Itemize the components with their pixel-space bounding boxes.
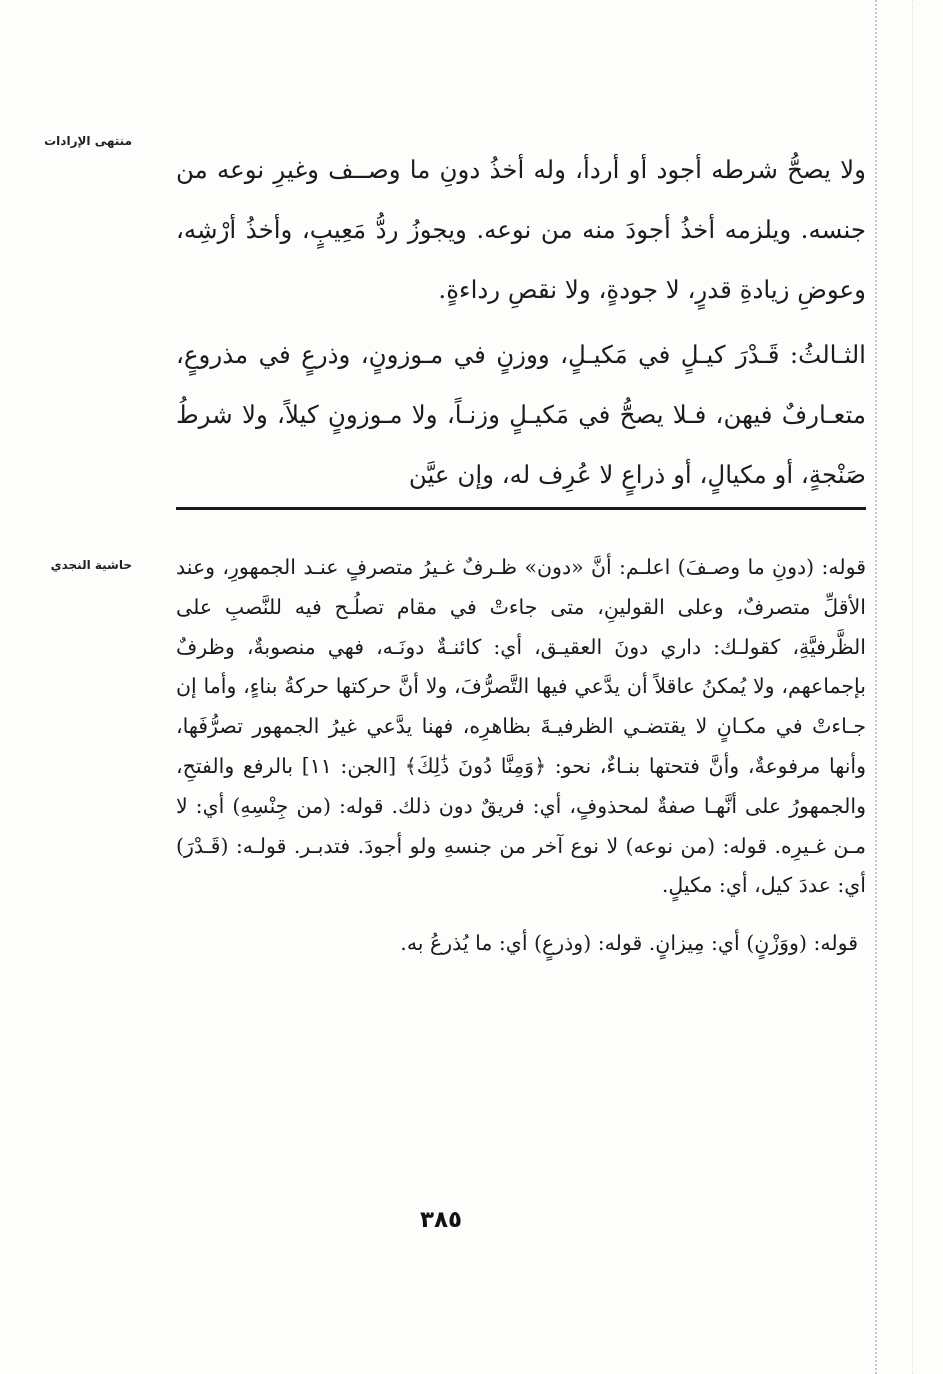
page-edge-dotted-line [875,0,877,1374]
side-label-commentary: حاشية النجدي [50,558,132,572]
separator-rule [176,507,866,510]
commentary-paragraph-2: قوله: (ووَزْنٍ) أي: مِيزانٍ. قوله: (وذرعٍ) أي: ما يُذرعُ به. [400,931,858,956]
page-number: ٣٨٥ [419,1207,463,1233]
side-label-main-text: منتهى الإرادات [44,134,132,148]
commentary-block [176,548,866,964]
main-paragraph-2: الثـالثُ: قَـدْرَ كيـلٍ في مَكيـلٍ، ووزنٍ في مـوزونٍ، وذرعٍ في مذروعٍ، متعـارفٌ فيهن، فـلا يصحُّ في مَكيـلٍ وزنـاً، ولا مـوزونٍ كيلاً، ولا شرطُ صَنْجةٍ، أو مكيالٍ، أو ذراعٍ لا عُرِف له، وإن عيَّن [176,340,866,489]
main-text-block [176,140,866,505]
page-edge-dotted-line-outer [912,0,913,1374]
commentary-paragraph-1: قوله: (دونِ ما وصـفَ) اعلـم: أنَّ «دون» ظـرفٌ غـيرُ متصرفٍ عنـد الجمهورِ، وعند الأقلِّ متصرفٌ، وعلى القولينِ، متى جاءتْ في مقام تصلُـح فيه للنَّصبِ على الظَّرفيَّةِ، كقولـك: داري دونَ العقيـق، أي: كائنـةٌ دونَـه، فهي منصوبةٌ، وظرفٌ بإجماعهم، ولا يُمكنُ عاقلاً أن يدَّعي فيها التَّصرُّفَ، ولا أنَّ حركتها حركةُ بناءٍ، وأما إن جـاءتْ في مكـانٍ لا يقتضـي الظرفيـةَ بظاهرِه، فهنا يدَّعي غيرُ الجمهور تصرُّفَها، وأنها مرفوعةٌ، وأنَّ فتحتها بنـاءٌ، نحو: ﴿وَمِنَّا دُونَ ذَٰلِكَ﴾ [الجن: ١١] بالرفع والفتحِ، والجمهورُ على أنَّهـا صفةٌ لمحذوفٍ، أي: فريقٌ دون ذلك. قوله: (من جِنْسِهِ) أي: لا مـن غـيرِه. قوله: (من نوعه) لا نوع آخر من جنسهِ ولو أجودَ. فتدبـر. قولـه: (قَـدْرَ) أي: عددَ كيل، أي: مكيلٍ. [176,555,866,898]
main-paragraph-1: ولا يصحُّ شرطه أجود أو أردأ، وله أخذُ دونِ ما وصــف وغيرِ نوعه من جنسه. ويلزمه أخذُ أجودَ منه من نوعه. ويجوزُ ردُّ مَعِيبٍ، وأخذُ أرْشِه، وعوضِ زيادةِ قدرٍ، لا جودةٍ، ولا نقصِ رداءةٍ. [176,155,866,304]
